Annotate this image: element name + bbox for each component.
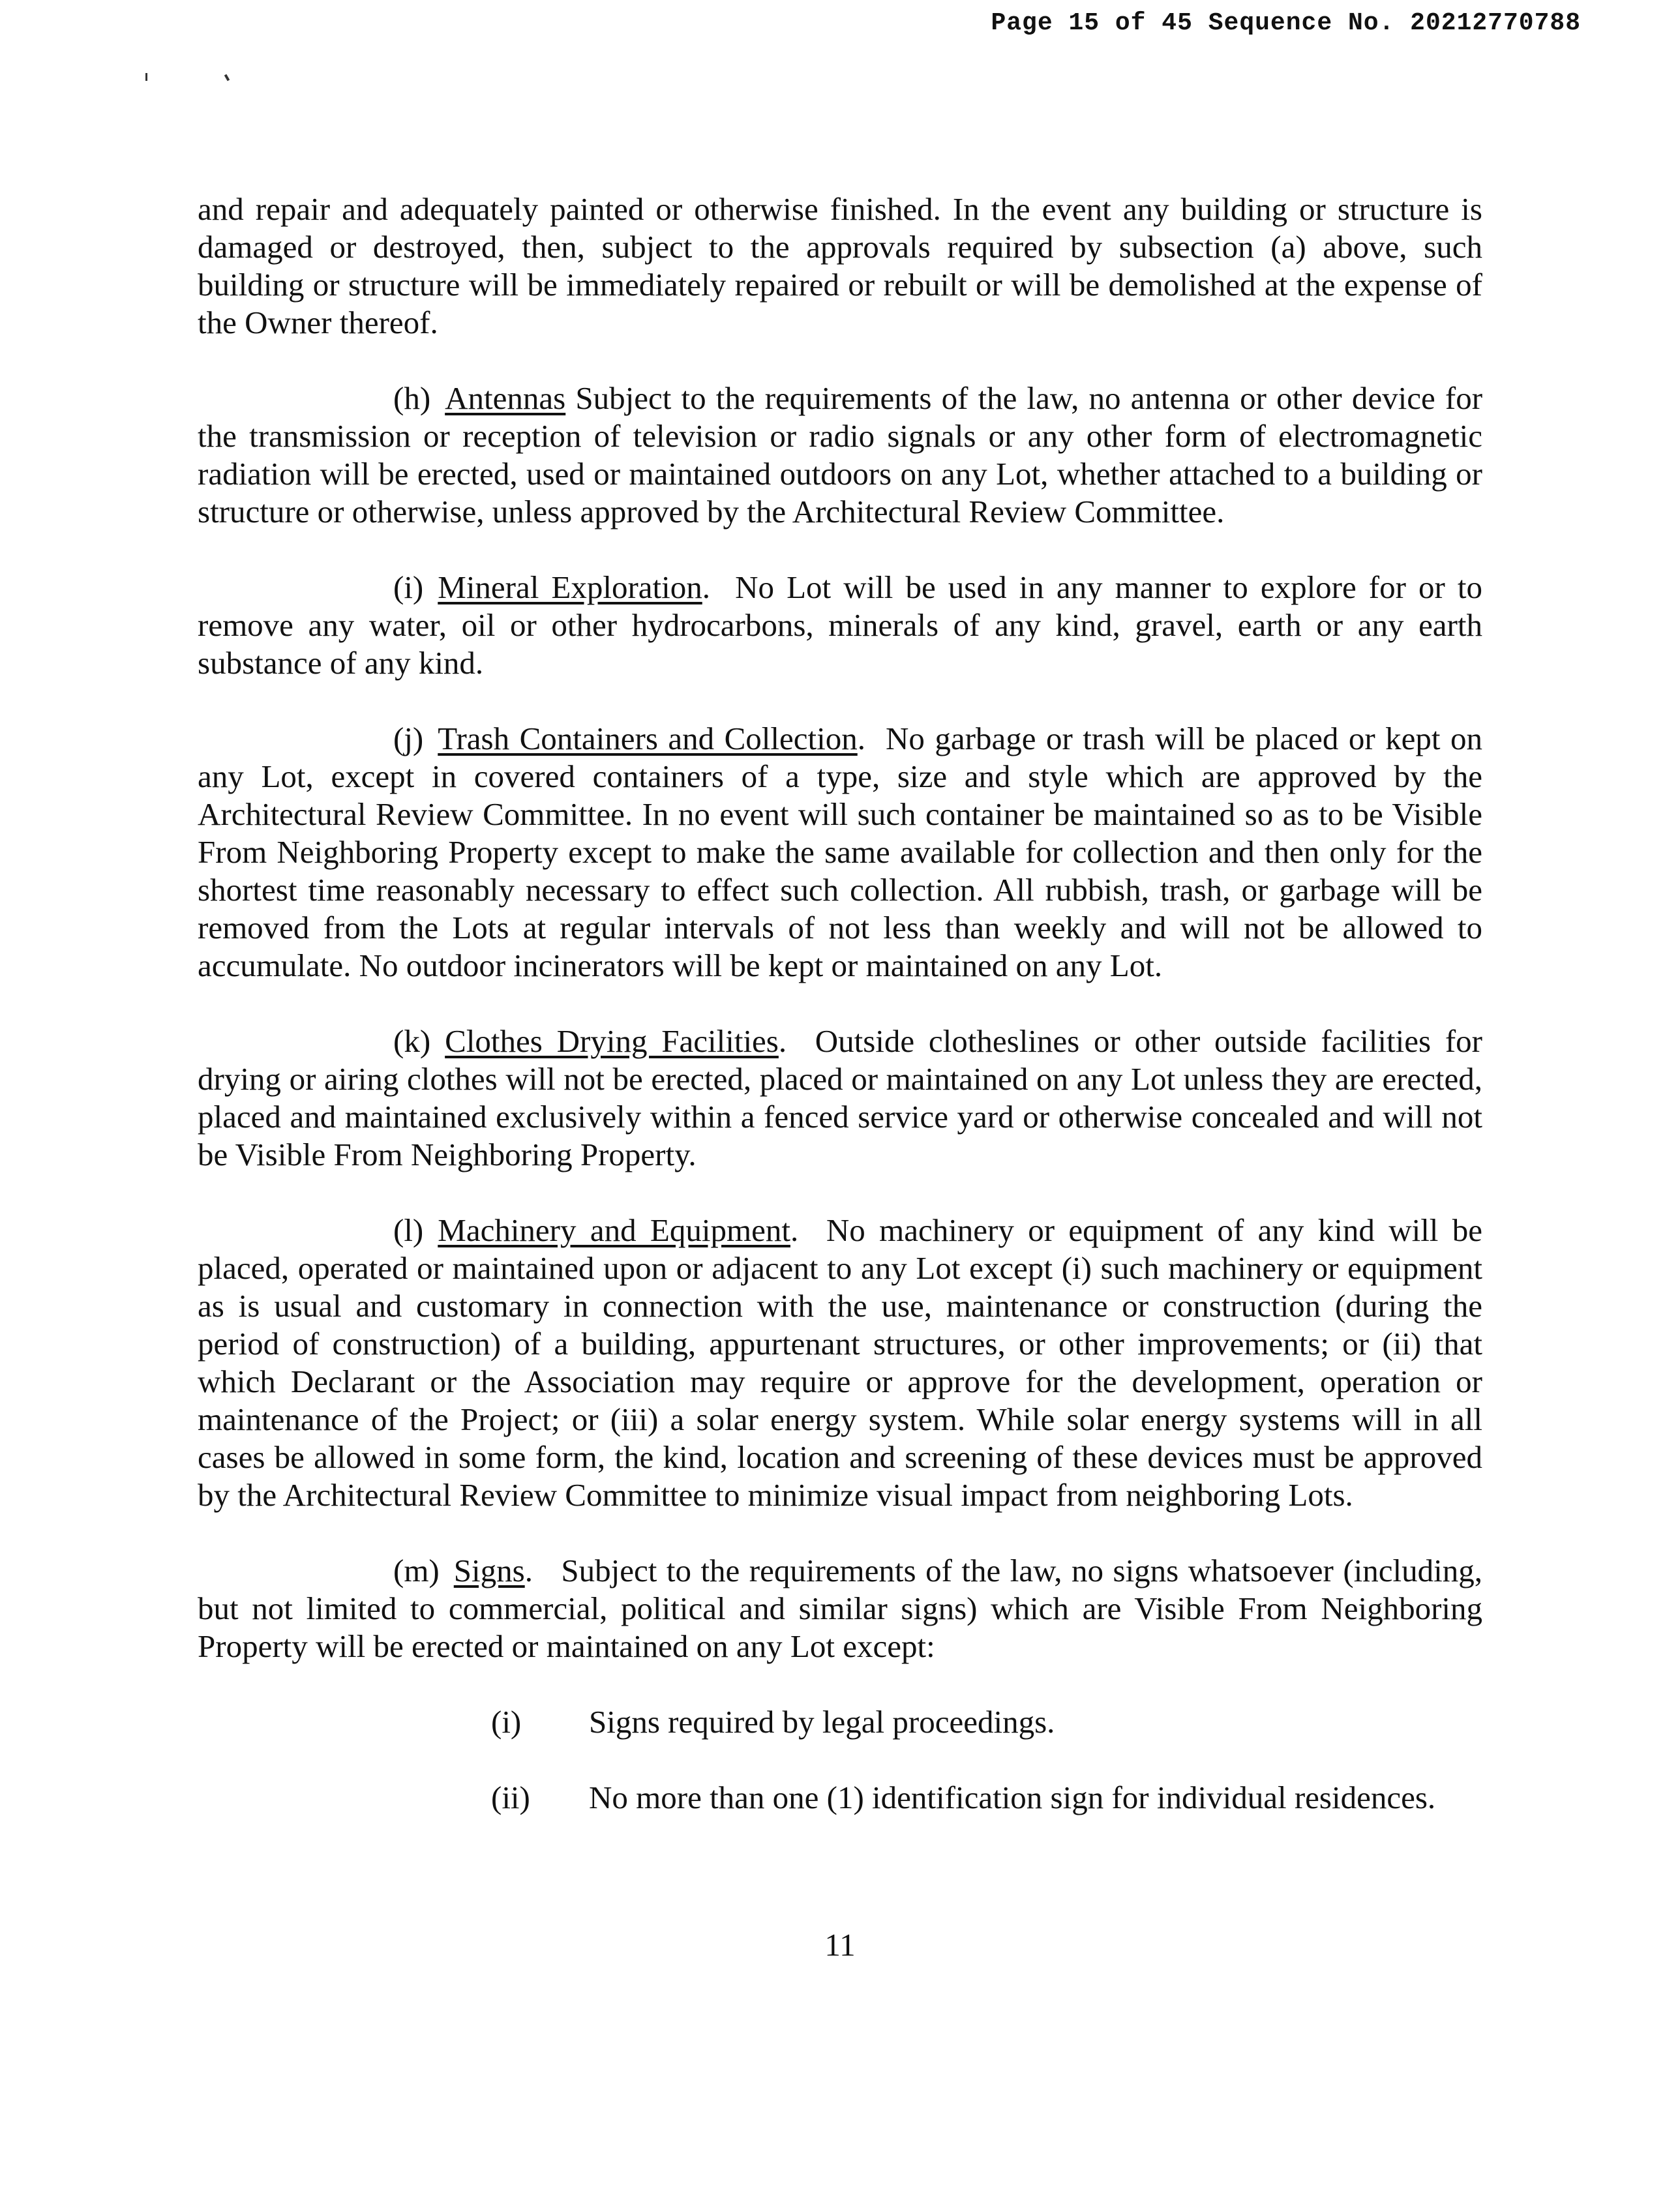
list-item-text: Signs required by legal proceedings. — [589, 1704, 1055, 1740]
section-label: (h) — [393, 380, 431, 416]
section-label: (k) — [393, 1023, 431, 1059]
section-body: No machinery or equipment of any kind will be placed, operated or maintained upon or adjacent to any Lot except (i) such machinery or equipment as is usual and customary in connection with the use, maintenance or construction (during the period of construction) of a building, appurtenant structures, or other improvements; or (ii) that which Declarant or the Association may require or approve for the development, operation or maintenance of the Project; or (iii) a solar energy system. While solar energy systems will in all cases be allowed in some form, the kind, location and screening of these devices must be approved by the Architectural Review Committee to minimize visual impact from neighboring Lots. — [198, 1212, 1483, 1513]
document-header: Page 15 of 45 Sequence No. 20212770788 — [991, 9, 1581, 37]
section-title: Trash Containers and Collection — [438, 721, 858, 756]
scan-artifact — [145, 73, 147, 81]
paragraph-h-antennas — [198, 380, 1482, 531]
paragraph-l-machinery: (l) Machinery and Equipment. No machinery or equipment of any kind will be placed, operated or maintained upon or adjacent to any Lot except (i) such machinery or equipment as is usual and customary in connection with the use, maintenance or construction (during the period of construction) of a building, appurtenant structures, or other improvements; or (ii) that which Declarant or the Association may require or approve for the development, operation or maintenance of the Project; or (iii) a solar energy system. While solar energy systems will in all cases be allowed in some form, the kind, location and screening of these devices must be approved by the Architectural Review Committee to minimize visual impact from neighboring Lots. — [198, 1212, 1483, 1513]
section-title: Machinery and Equipment — [438, 1212, 790, 1248]
list-item-number: (i) — [491, 1704, 522, 1740]
section-body: Subject to the requirements of the law, no antenna or other device for the transmission or reception of television or radio signals or any other form of electromagnetic radiation will be erected, used or maintained outdoors on any Lot, whether attached to a building or structure or otherwise, unless approved by the Architectural Review Committee. — [198, 380, 1483, 529]
section-label: (l) — [393, 1212, 424, 1248]
section-body: No Lot will be used in any manner to explore for or to remove any water, oil or other hydrocarbons, minerals of any kind, gravel, earth or any earth substance of any kind. — [198, 569, 1483, 681]
page-number: 11 — [824, 1927, 856, 1963]
list-item-number: (ii) — [491, 1780, 530, 1815]
list-item-text: No more than one (1) identification sign for individual residences. — [589, 1780, 1436, 1815]
section-title: Antennas — [445, 380, 566, 416]
paragraph-j-trash: (j) Trash Containers and Collection. No garbage or trash will be placed or kept on any Lot, except in covered containers of a type, size and style which are approved by the Architectural Review Committee. In no event will such container be maintained so as to be Visible From Neighboring Property except to make the same available for collection and then only for the shortest time reasonably necessary to effect such collection. All rubbish, trash, or garbage will be removed from the Lots at regular intervals of not less than weekly and will not be allowed to accumulate. No outdoor incinerators will be kept or maintained on any Lot. — [198, 721, 1483, 983]
document-body — [198, 190, 1482, 1855]
paragraph-i-mineral-exploration: (i) Mineral Exploration. No Lot will be used in any manner to explore for or to remove any water, oil or other hydrocarbons, minerals of any kind, gravel, earth or any earth substance of any kind. — [198, 569, 1483, 681]
section-body: Outside clotheslines or other outside facilities for drying or airing clothes will not be erected, placed or maintained on any Lot unless they are erected, placed and maintained exclusively within a fenced service yard or otherwise concealed and will not be Visible From Neighboring Property. — [198, 1023, 1482, 1172]
paragraph-k-clothes-drying: (k) Clothes Drying Facilities. Outside clotheslines or other outside facilities for drying or airing clothes will not be erected, placed or maintained on any Lot unless they are erected, placed and maintained exclusively within a fenced service yard or otherwise concealed and will not be Visible From Neighboring Property. — [198, 1023, 1482, 1172]
section-title: Clothes Drying Facilities — [445, 1023, 779, 1059]
list-item — [198, 1779, 1482, 1817]
section-body: Subject to the requirements of the law, no signs whatsoever (including, but not limited to commercial, political and similar signs) which are Visible From Neighboring Property will be erected or maintained on any Lot except: — [198, 1553, 1483, 1664]
section-label: (j) — [393, 721, 424, 756]
list-item — [198, 1703, 1482, 1741]
section-body: No garbage or trash will be placed or kept on any Lot, except in covered containers of a type, size and style which are approved by the Architectural Review Committee. In no event will such container be maintained so as to be Visible From Neighboring Property except to make the same available for collection and then only for the shortest time reasonably necessary to effect such collection. All rubbish, trash, or garbage will be removed from the Lots at regular intervals of not less than weekly and will not be allowed to accumulate. No outdoor incinerators will be kept or maintained on any Lot. — [198, 721, 1483, 983]
scan-artifact — [224, 74, 230, 82]
paragraph-continuation: and repair and adequately painted or otherwise finished. In the event any building or structure is damaged or destroyed, then, subject to the approvals required by subsection (a) above, such building or structure will be immediately repaired or rebuilt or will be demolished at the expense of the Owner thereof. — [198, 191, 1482, 340]
paragraph-m-signs: (m) Signs. Subject to the requirements of the law, no signs whatsoever (including, but not limited to commercial, political and similar signs) which are Visible From Neighboring Property will be erected or maintained on any Lot except: — [198, 1553, 1483, 1664]
section-title: Signs — [453, 1553, 525, 1588]
section-label: (m) — [393, 1553, 440, 1588]
section-label: (i) — [393, 569, 424, 605]
section-title: Mineral Exploration — [438, 569, 702, 605]
